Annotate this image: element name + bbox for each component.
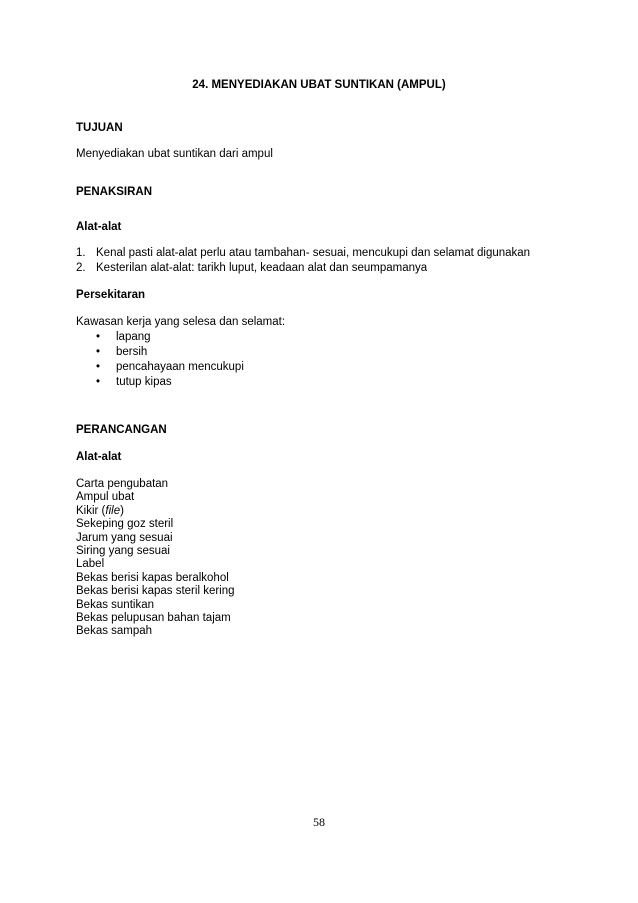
bullet-icon: • <box>96 376 101 388</box>
list-item <box>96 375 244 390</box>
perancangan-heading: PERANCANGAN <box>76 424 167 436</box>
page-number: 58 <box>313 815 325 829</box>
list-text: lapang <box>116 331 151 343</box>
list-item: Siring yang sesuai <box>76 545 170 558</box>
list-text: pencahayaan mencukupi <box>116 361 244 373</box>
page-title: 24. MENYEDIAKAN UBAT SUNTIKAN (AMPUL) <box>192 79 446 91</box>
list-number: 1. <box>76 247 86 259</box>
list-item: Carta pengubatan <box>76 478 169 490</box>
perancangan-alat-heading: Alat-alat <box>76 451 122 463</box>
list-text: Kesterilan alat-alat: tarikh luput, keadaan alat dan seumpamanya <box>96 262 428 274</box>
penaksiran-heading: PENAKSIRAN <box>76 186 153 198</box>
penaksiran-alat-list <box>76 246 596 276</box>
list-item: Bekas berisi kapas steril kering <box>76 585 235 598</box>
list-item <box>76 261 596 276</box>
list-item: Ampul ubat <box>76 491 135 504</box>
list-item: Bekas suntikan <box>76 598 154 611</box>
bullet-icon: • <box>96 346 101 358</box>
list-item: Label <box>76 558 105 571</box>
italic-term: file <box>105 504 121 517</box>
persekitaran-heading: Persekitaran <box>76 289 146 301</box>
list-item <box>76 246 596 261</box>
list-text: tutup kipas <box>116 376 172 388</box>
penaksiran-alat-heading: Alat-alat <box>76 221 122 233</box>
list-item: Sekeping goz steril <box>76 518 174 531</box>
list-item <box>96 360 244 375</box>
list-item <box>96 330 244 345</box>
persekitaran-intro: Kawasan kerja yang selesa dan selamat: <box>76 316 286 328</box>
list-item <box>76 505 235 518</box>
list-text-close: ) <box>120 504 124 517</box>
persekitaran-list <box>96 330 244 390</box>
list-item: Bekas pelupusan bahan tajam <box>76 612 231 625</box>
perancangan-alat-list <box>76 478 235 639</box>
list-item: Bekas sampah <box>76 625 153 638</box>
list-item: Bekas berisi kapas beralkohol <box>76 571 229 584</box>
bullet-icon: • <box>96 361 101 373</box>
list-item <box>96 345 244 360</box>
tujuan-text: Menyediakan ubat suntikan dari ampul <box>76 148 273 160</box>
bullet-icon: • <box>96 331 101 343</box>
list-item: Jarum yang sesuai <box>76 531 173 544</box>
list-text: Kikir ( <box>76 504 106 517</box>
list-text: Kenal pasti alat-alat perlu atau tambahan- sesuai, mencukupi dan selamat digunakan <box>96 247 531 259</box>
list-text: bersih <box>116 346 148 358</box>
tujuan-heading: TUJUAN <box>76 122 123 134</box>
list-number: 2. <box>76 262 86 274</box>
